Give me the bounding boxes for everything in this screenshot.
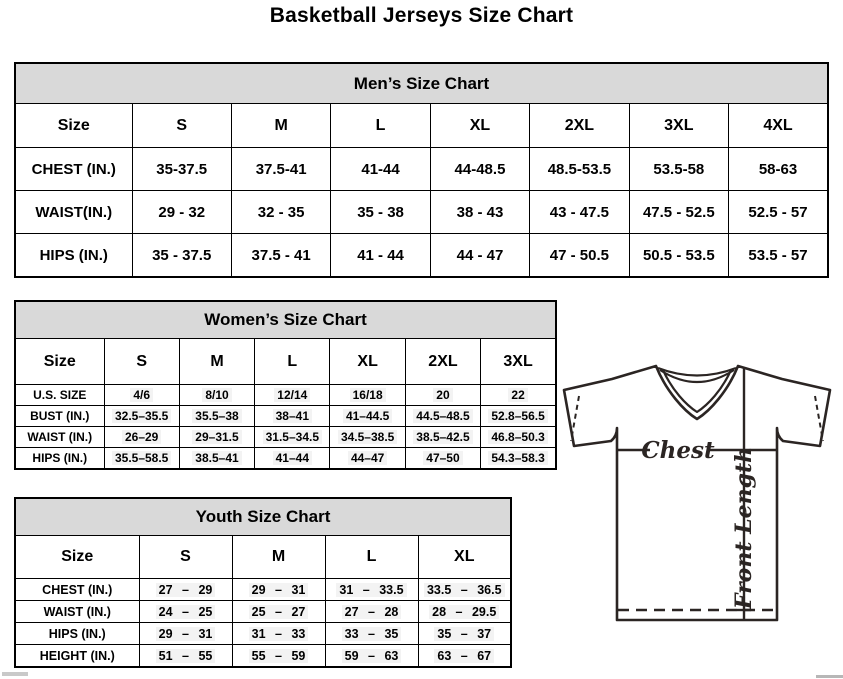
mens-cell: 53.5-58 xyxy=(629,148,728,191)
mens-cell: 53.5 - 57 xyxy=(729,234,828,278)
jersey-outline xyxy=(564,366,830,620)
youth-size-col-label: Size xyxy=(15,536,139,579)
youth-cell: 29 – 31 xyxy=(232,579,325,601)
womens-cell: 54.3–58.3 xyxy=(481,448,556,470)
youth-waist-row xyxy=(15,601,511,623)
youth-col-header: S xyxy=(139,536,232,579)
mens-cell: 35 - 38 xyxy=(331,191,430,234)
womens-row-label: WAIST (IN.) xyxy=(15,427,104,448)
jersey-measurement-diagram xyxy=(556,358,840,626)
womens-cell: 16/18 xyxy=(330,385,405,406)
mens-col-header: S xyxy=(132,104,231,148)
mens-cell: 41-44 xyxy=(331,148,430,191)
womens-cell: 35.5–58.5 xyxy=(104,448,179,470)
youth-cell: 59 – 63 xyxy=(325,645,418,668)
womens-cell: 26–29 xyxy=(104,427,179,448)
mens-cell: 47.5 - 52.5 xyxy=(629,191,728,234)
youth-cell: 29 – 31 xyxy=(139,623,232,645)
womens-cell: 44–47 xyxy=(330,448,405,470)
womens-col-header: S xyxy=(104,339,179,385)
womens-col-header: L xyxy=(255,339,330,385)
mens-cell: 32 - 35 xyxy=(231,191,330,234)
mens-cell: 50.5 - 53.5 xyxy=(629,234,728,278)
womens-cell: 38.5–41 xyxy=(179,448,254,470)
youth-height-row xyxy=(15,645,511,668)
mens-hips-row xyxy=(15,234,828,278)
youth-cell: 33.5 – 36.5 xyxy=(418,579,511,601)
youth-cell: 35 – 37 xyxy=(418,623,511,645)
mens-row-label: WAIST(IN.) xyxy=(15,191,132,234)
mens-table-title: Men’s Size Chart xyxy=(15,63,828,104)
scrollbar-fragment-right xyxy=(816,675,843,678)
womens-cell: 44.5–48.5 xyxy=(405,406,480,427)
womens-cell: 34.5–38.5 xyxy=(330,427,405,448)
youth-col-header: M xyxy=(232,536,325,579)
mens-size-header-row xyxy=(15,104,828,148)
youth-cell: 27 – 28 xyxy=(325,601,418,623)
womens-row-label: HIPS (IN.) xyxy=(15,448,104,470)
mens-cell: 52.5 - 57 xyxy=(729,191,828,234)
mens-col-header: XL xyxy=(430,104,529,148)
youth-cell: 55 – 59 xyxy=(232,645,325,668)
chest-label: Chest xyxy=(641,437,715,464)
womens-cell: 12/14 xyxy=(255,385,330,406)
womens-table-title: Women’s Size Chart xyxy=(15,301,556,339)
youth-cell: 25 – 27 xyxy=(232,601,325,623)
mens-cell: 44-48.5 xyxy=(430,148,529,191)
front-length-label: Front Length xyxy=(731,446,757,610)
womens-cell: 38–41 xyxy=(255,406,330,427)
youth-col-header: L xyxy=(325,536,418,579)
womens-cell: 32.5–35.5 xyxy=(104,406,179,427)
mens-row-label: HIPS (IN.) xyxy=(15,234,132,278)
womens-col-header: M xyxy=(179,339,254,385)
mens-cell: 37.5 - 41 xyxy=(231,234,330,278)
mens-waist-row xyxy=(15,191,828,234)
mens-cell: 35-37.5 xyxy=(132,148,231,191)
youth-cell: 31 – 33 xyxy=(232,623,325,645)
womens-col-header: XL xyxy=(330,339,405,385)
youth-chest-row xyxy=(15,579,511,601)
womens-cell: 41–44.5 xyxy=(330,406,405,427)
womens-bust-row xyxy=(15,406,556,427)
youth-cell: 33 – 35 xyxy=(325,623,418,645)
youth-row-label: WAIST (IN.) xyxy=(15,601,139,623)
youth-size-table xyxy=(14,497,512,668)
youth-cell: 51 – 55 xyxy=(139,645,232,668)
womens-row-label: U.S. SIZE xyxy=(15,385,104,406)
mens-chest-row xyxy=(15,148,828,191)
page-title: Basketball Jerseys Size Chart xyxy=(269,4,574,27)
youth-row-label: CHEST (IN.) xyxy=(15,579,139,601)
youth-col-header: XL xyxy=(418,536,511,579)
youth-size-header-row xyxy=(15,536,511,579)
mens-row-label: CHEST (IN.) xyxy=(15,148,132,191)
youth-cell: 24 – 25 xyxy=(139,601,232,623)
womens-size-header-row xyxy=(15,339,556,385)
mens-col-header: 4XL xyxy=(729,104,828,148)
womens-cell: 35.5–38 xyxy=(179,406,254,427)
womens-cell: 41–44 xyxy=(255,448,330,470)
mens-col-header: 3XL xyxy=(629,104,728,148)
womens-cell: 20 xyxy=(405,385,480,406)
mens-cell: 48.5-53.5 xyxy=(530,148,629,191)
jersey-diagram-svg xyxy=(556,358,840,626)
womens-col-header: 2XL xyxy=(405,339,480,385)
womens-cell: 8/10 xyxy=(179,385,254,406)
mens-cell: 47 - 50.5 xyxy=(530,234,629,278)
mens-col-header: L xyxy=(331,104,430,148)
scrollbar-fragment-left xyxy=(2,672,28,676)
womens-cell: 46.8–50.3 xyxy=(481,427,556,448)
mens-cell: 41 - 44 xyxy=(331,234,430,278)
womens-cell: 52.8–56.5 xyxy=(481,406,556,427)
mens-table-header-band xyxy=(15,63,828,104)
mens-cell: 38 - 43 xyxy=(430,191,529,234)
youth-hips-row xyxy=(15,623,511,645)
womens-size-col-label: Size xyxy=(15,339,104,385)
womens-row-label: BUST (IN.) xyxy=(15,406,104,427)
mens-col-header: M xyxy=(231,104,330,148)
youth-cell: 63 – 67 xyxy=(418,645,511,668)
youth-row-label: HEIGHT (IN.) xyxy=(15,645,139,668)
mens-cell: 43 - 47.5 xyxy=(530,191,629,234)
youth-table-title: Youth Size Chart xyxy=(15,498,511,536)
womens-size-table xyxy=(14,300,557,470)
womens-cell: 22 xyxy=(481,385,556,406)
mens-size-col-label: Size xyxy=(15,104,132,148)
mens-col-header: 2XL xyxy=(530,104,629,148)
mens-cell: 44 - 47 xyxy=(430,234,529,278)
youth-cell: 31 – 33.5 xyxy=(325,579,418,601)
womens-cell: 47–50 xyxy=(405,448,480,470)
youth-cell: 28 – 29.5 xyxy=(418,601,511,623)
mens-cell: 37.5-41 xyxy=(231,148,330,191)
womens-table-header-band xyxy=(15,301,556,339)
mens-size-table xyxy=(14,62,829,278)
youth-row-label: HIPS (IN.) xyxy=(15,623,139,645)
mens-cell: 35 - 37.5 xyxy=(132,234,231,278)
womens-hips-row xyxy=(15,448,556,470)
mens-cell: 29 - 32 xyxy=(132,191,231,234)
mens-cell: 58-63 xyxy=(729,148,828,191)
womens-cell: 38.5–42.5 xyxy=(405,427,480,448)
womens-cell: 31.5–34.5 xyxy=(255,427,330,448)
womens-waist-row xyxy=(15,427,556,448)
youth-cell: 27 – 29 xyxy=(139,579,232,601)
womens-us-size-row xyxy=(15,385,556,406)
womens-col-header: 3XL xyxy=(481,339,556,385)
womens-cell: 4/6 xyxy=(104,385,179,406)
womens-cell: 29–31.5 xyxy=(179,427,254,448)
youth-table-header-band xyxy=(15,498,511,536)
